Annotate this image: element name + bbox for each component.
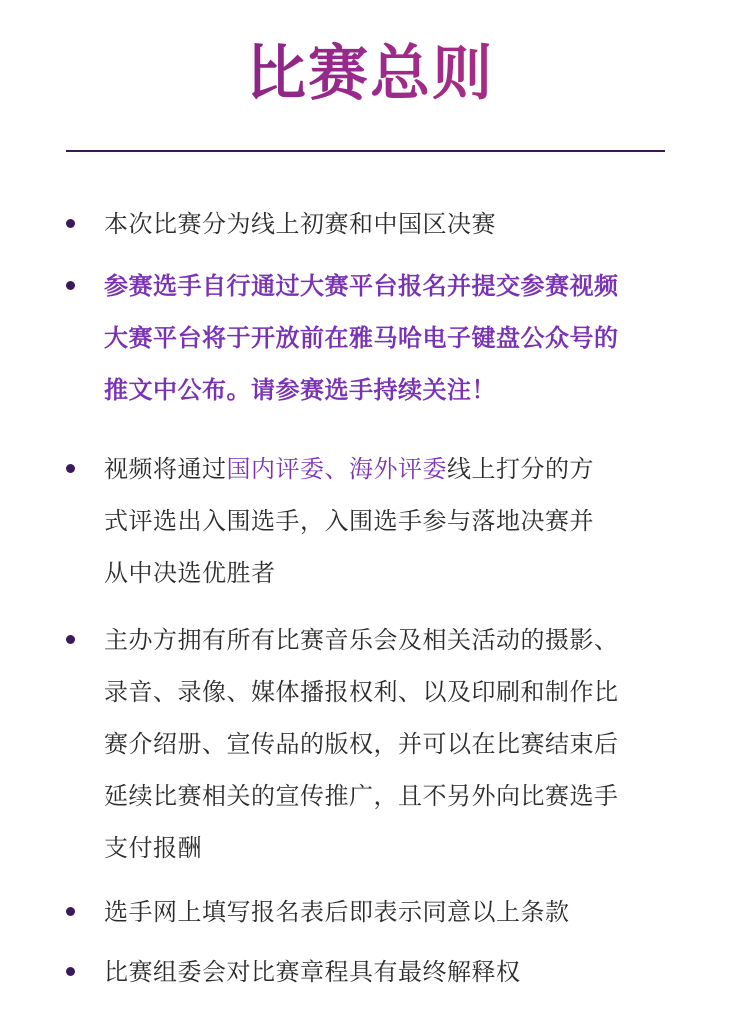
rule-text — [104, 614, 684, 874]
rule-text-segment: 式评选出入围选手，入围选手参与落地决赛并 — [104, 507, 594, 535]
rule-text — [104, 198, 684, 250]
rule-line — [104, 946, 684, 998]
rule-line — [104, 718, 684, 770]
highlight-text: 参赛选手自行通过大赛平台报名并提交参赛视频 — [104, 272, 619, 300]
bullet-icon — [66, 967, 75, 976]
rule-line — [104, 198, 684, 250]
rule-text-segment: 延续比赛相关的宣传推广，且不另外向比赛选手 — [104, 782, 619, 810]
rule-text — [104, 260, 684, 416]
rule-text-segment: 本次比赛分为线上初赛和中国区决赛 — [104, 210, 496, 238]
rule-line — [104, 547, 684, 599]
rule-text-segment: 主办方拥有所有比赛音乐会及相关活动的摄影、 — [104, 626, 619, 654]
rule-text-segment: 线上打分的方 — [447, 455, 594, 483]
rule-line — [104, 364, 684, 416]
bullet-icon — [66, 464, 75, 473]
highlight-text: 大赛平台将于开放前在雅马哈电子键盘公众号的 — [104, 324, 619, 352]
rule-line — [104, 312, 684, 364]
rule-text — [104, 946, 684, 998]
bullet-icon — [66, 281, 75, 290]
rule-text-segment: 赛介绍册、宣传品的版权，并可以在比赛结束后 — [104, 730, 619, 758]
rule-line — [104, 822, 684, 874]
rule-line — [104, 666, 684, 718]
rule-text — [104, 886, 684, 938]
rule-line — [104, 495, 684, 547]
rule-text-segment: 比赛组委会对比赛章程具有最终解释权 — [104, 958, 521, 986]
judges-highlight: 国内评委、海外评委 — [226, 455, 447, 483]
page-title: 比赛总则 — [0, 36, 740, 112]
bullet-icon — [66, 907, 75, 916]
rule-line — [104, 886, 684, 938]
rule-text-segment: 视频将通过 — [104, 455, 227, 483]
bullet-icon — [66, 219, 75, 228]
rule-line — [104, 443, 684, 495]
rule-text-segment: 录音、录像、媒体播报权利、以及印刷和制作比 — [104, 678, 619, 706]
rule-line — [104, 770, 684, 822]
rule-line — [104, 260, 684, 312]
rule-text-segment: 从中决选优胜者 — [104, 559, 276, 587]
rule-line — [104, 614, 684, 666]
rule-text-segment: 支付报酬 — [104, 834, 202, 862]
rule-text-segment: 选手网上填写报名表后即表示同意以上条款 — [104, 898, 570, 926]
highlight-text: 推文中公布。请参赛选手持续关注！ — [104, 376, 496, 404]
bullet-icon — [66, 635, 75, 644]
rule-text — [104, 443, 684, 599]
